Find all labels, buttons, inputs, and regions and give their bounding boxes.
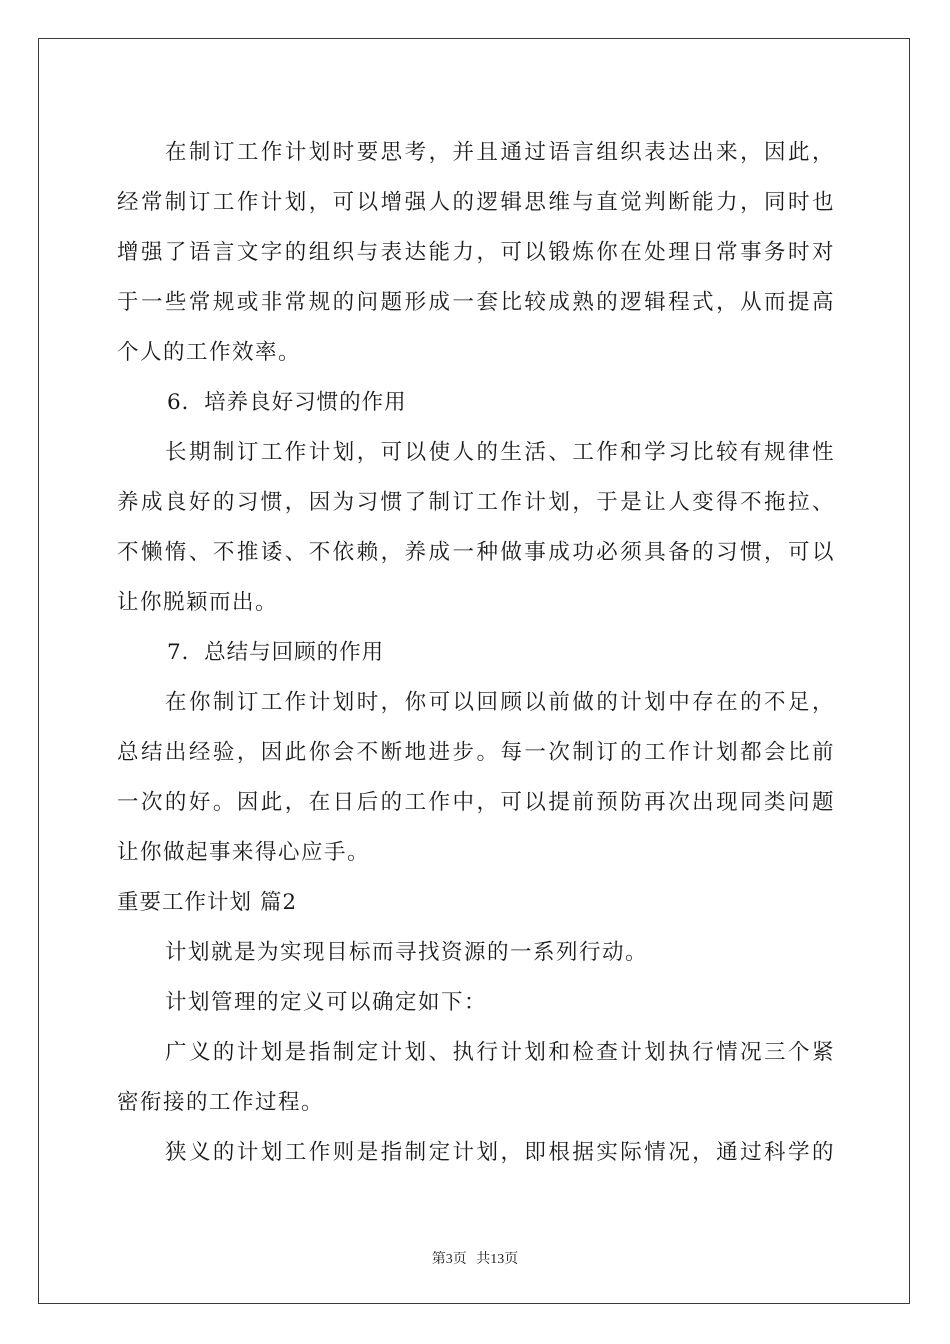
paragraph-line: 计划就是为实现目标而寻找资源的一系列行动。 <box>165 940 649 965</box>
page-number: 第3页 <box>431 1252 467 1267</box>
paragraph-line: 养成良好的习惯，因为习惯了制订工作计划，于是让人变得不拖拉、 <box>117 490 835 515</box>
paragraph-line: 让你做起事来得心应手。 <box>117 840 371 865</box>
paragraph-line: 在制订工作计划时要思考，并且通过语言组织表达出来，因此， <box>165 140 835 165</box>
paragraph-line: 个人的工作效率。 <box>117 340 302 365</box>
page-total: 共13页 <box>476 1252 519 1267</box>
page-footer <box>0 1248 950 1268</box>
paragraph-line: 经常制订工作计划，可以增强人的逻辑思维与直觉判断能力，同时也 <box>117 190 835 215</box>
paragraph-line: 让你脱颖而出。 <box>117 590 279 615</box>
paragraph-line: 长期制订工作计划，可以使人的生活、工作和学习比较有规律性 <box>165 440 835 465</box>
paragraph-line: 狭义的计划工作则是指制定计划，即根据实际情况，通过科学的 <box>165 1140 835 1165</box>
article-title: 重要工作计划 篇2 <box>117 890 298 915</box>
section-heading: 7．总结与回顾的作用 <box>167 640 385 665</box>
paragraph-line: 总结出经验，因此你会不断地进步。每一次制订的工作计划都会比前 <box>117 740 835 765</box>
paragraph-line: 计划管理的定义可以确定如下： <box>165 990 488 1015</box>
paragraph-line: 于一些常规或非常规的问题形成一套比较成熟的逻辑程式，从而提高 <box>117 290 835 315</box>
document-body <box>117 128 835 1178</box>
paragraph-line: 广义的计划是指制定计划、执行计划和检查计划执行情况三个紧 <box>165 1040 835 1065</box>
paragraph-line: 增强了语言文字的组织与表达能力，可以锻炼你在处理日常事务时对 <box>117 240 835 265</box>
paragraph-line: 一次的好。因此，在日后的工作中，可以提前预防再次出现同类问题 <box>117 790 835 815</box>
paragraph-line: 密衔接的工作过程。 <box>117 1090 325 1115</box>
section-heading: 6．培养良好习惯的作用 <box>167 390 407 415</box>
paragraph-line: 在你制订工作计划时，你可以回顾以前做的计划中存在的不足， <box>165 690 835 715</box>
paragraph-line: 不懒惰、不推诿、不依赖，养成一种做事成功必须具备的习惯，可以 <box>117 540 835 565</box>
